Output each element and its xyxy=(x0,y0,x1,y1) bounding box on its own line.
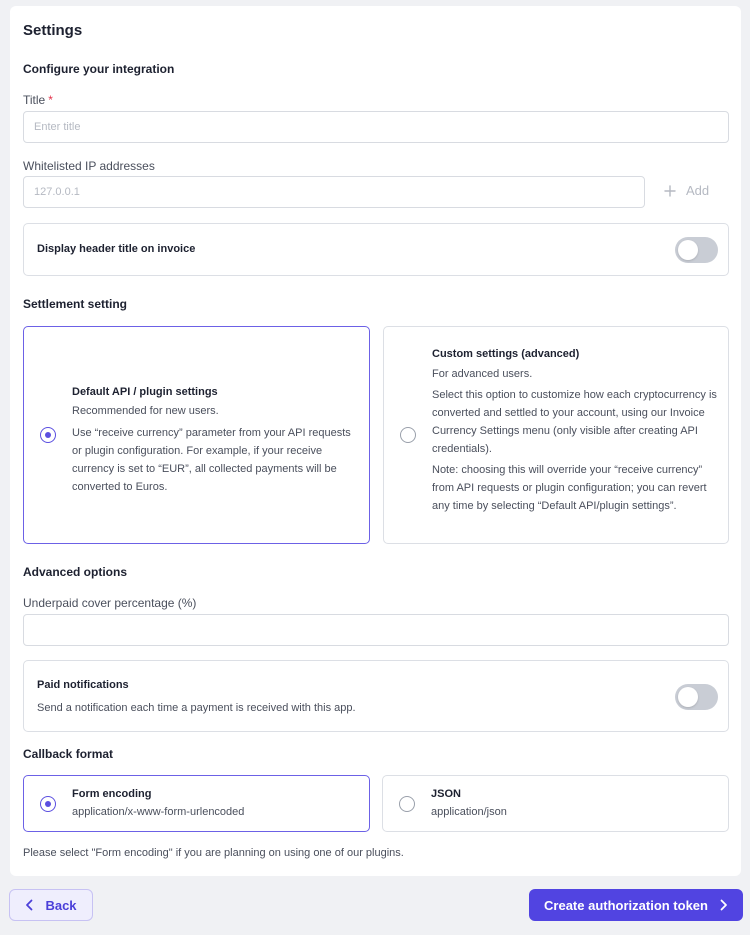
option-subtitle: application/x-www-form-urlencoded xyxy=(72,806,245,818)
header-title-label: Display header title on invoice xyxy=(37,243,196,255)
header-title-setting xyxy=(23,223,729,276)
create-token-label: Create authorization token xyxy=(544,897,708,913)
callback-hint: Please select "Form encoding" if you are planning on using one of our plugins. xyxy=(23,847,404,859)
title-input[interactable] xyxy=(23,111,729,143)
title-label xyxy=(23,93,53,107)
underpaid-label: Underpaid cover percentage (%) xyxy=(23,596,197,610)
paid-notifications-setting xyxy=(23,660,729,732)
option-description: Select this option to customize how each cryptocurrency is converted and settled to your account, using our Invoice Currency Settings menu (only visible after creating API credentials). xyxy=(432,389,717,455)
option-description: Use “receive currency” parameter from your API requests or plugin configuration. For example, if your receive currency is set to “EUR”, all collected payments will be converted to Euros. xyxy=(72,427,351,493)
chevron-left-icon xyxy=(25,899,33,911)
option-title: Default API / plugin settings xyxy=(72,386,218,398)
paid-notifications-title: Paid notifications xyxy=(37,679,129,691)
plus-icon xyxy=(664,185,676,197)
underpaid-input[interactable] xyxy=(23,614,729,646)
page-title: Settings xyxy=(23,22,83,39)
settlement-custom-radio[interactable] xyxy=(400,427,416,443)
toggle-knob xyxy=(678,687,698,707)
callback-option-form[interactable] xyxy=(23,775,370,832)
option-subtitle: Recommended for new users. xyxy=(72,405,219,417)
option-title: JSON xyxy=(431,788,461,800)
chevron-right-icon xyxy=(720,899,728,911)
ip-input[interactable] xyxy=(23,176,645,208)
settlement-default-radio[interactable] xyxy=(40,427,56,443)
paid-notifications-description: Send a notification each time a payment is received with this app. xyxy=(37,702,356,714)
create-token-button[interactable] xyxy=(529,889,743,921)
callback-heading: Callback format xyxy=(23,747,114,761)
title-placeholder: Enter title xyxy=(34,121,81,133)
callback-json-radio[interactable] xyxy=(399,796,415,812)
required-mark: * xyxy=(48,93,53,107)
settlement-option-custom[interactable] xyxy=(383,326,729,544)
settlement-option-default[interactable] xyxy=(23,326,370,544)
title-label-text: Title xyxy=(23,93,46,107)
paid-notifications-toggle[interactable] xyxy=(675,684,718,710)
advanced-heading: Advanced options xyxy=(23,565,128,579)
option-subtitle: For advanced users. xyxy=(432,368,533,380)
configure-heading: Configure your integration xyxy=(23,62,175,76)
callback-option-json[interactable] xyxy=(382,775,729,832)
header-title-toggle[interactable] xyxy=(675,237,718,263)
ip-placeholder: 127.0.0.1 xyxy=(34,186,80,198)
add-ip-button[interactable] xyxy=(664,183,709,198)
option-note: Note: choosing this will override your “receive currency” from API requests or plugin configuration; you can revert any time by selecting “Default API/plugin settings”. xyxy=(432,464,707,512)
back-label: Back xyxy=(45,897,77,913)
add-label: Add xyxy=(686,183,710,198)
option-title: Form encoding xyxy=(72,788,152,800)
option-subtitle: application/json xyxy=(431,806,507,818)
back-button[interactable] xyxy=(9,889,93,921)
option-title: Custom settings (advanced) xyxy=(432,348,580,360)
ip-label: Whitelisted IP addresses xyxy=(23,159,155,173)
callback-form-radio[interactable] xyxy=(40,796,56,812)
toggle-knob xyxy=(678,240,698,260)
settlement-heading: Settlement setting xyxy=(23,297,128,311)
